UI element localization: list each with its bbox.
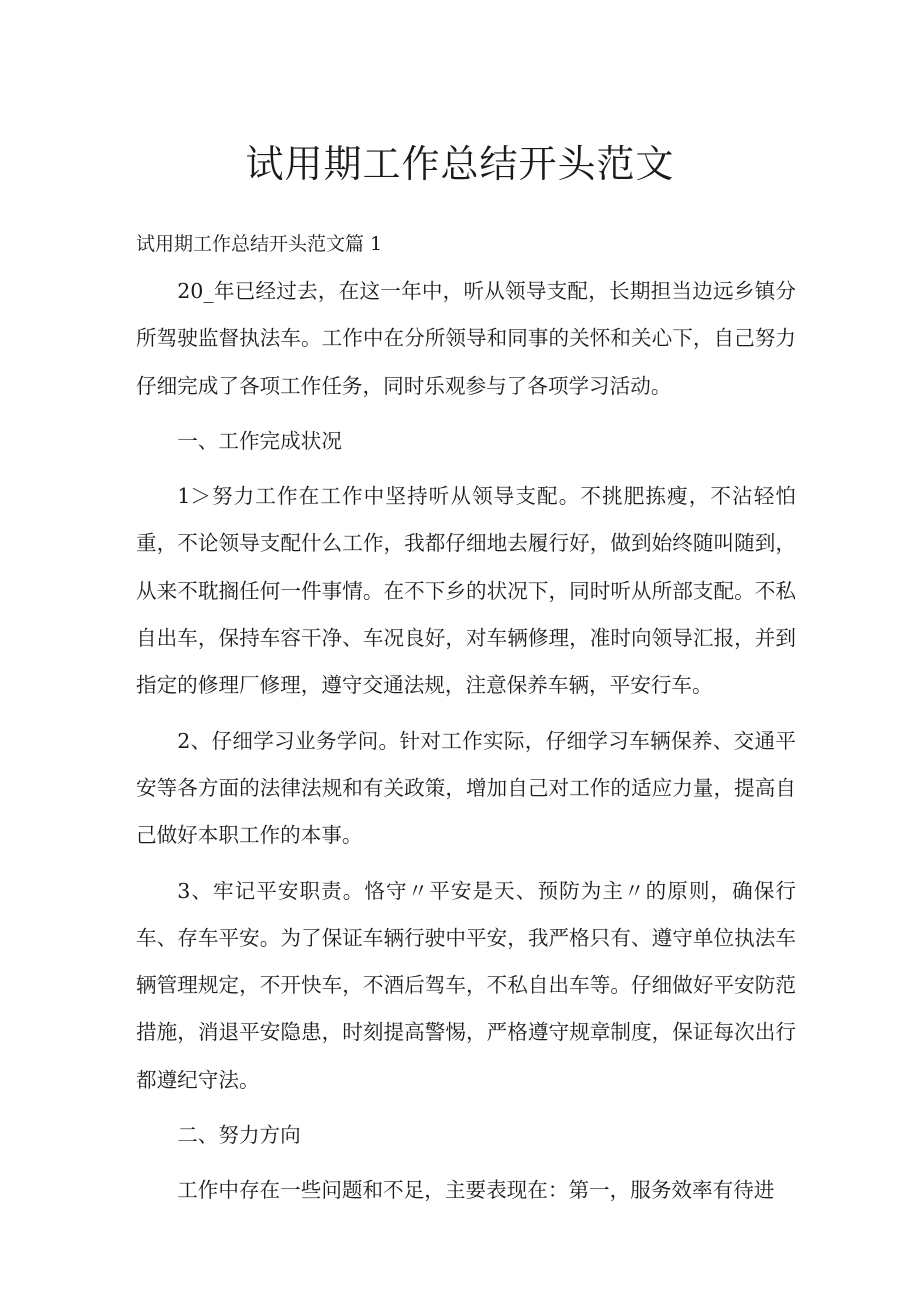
subheading-work-status: 一、工作完成状况	[177, 428, 342, 453]
paragraph-item-1: 1＞努力工作在工作中坚持听从领导支配。不挑肥拣瘦，不沾轻怕重，不论领导支配什么工作，我都仔细地去履行好，做到始终随叫随到，从来不耽搁任何一件事情。在不下乡的状况下，同时听从所部支配。不私自出车，保持车容干净、车况良好，对车辆修理，准时向领导汇报，并到指定的修理厂修理，遵守交通法规，注意保养车辆，平安行车。	[136, 484, 796, 698]
document-title: 试用期工作总结开头范文	[245, 142, 675, 186]
paragraph-issues: 工作中存在一些问题和不足，主要表现在：第一，服务效率有待进	[177, 1178, 775, 1203]
section-heading: 试用期工作总结开头范文篇 1	[136, 233, 383, 255]
paragraph-item-2: 2、仔细学习业务学问。针对工作实际，仔细学习车辆保养、交通平安等各方面的法律法规和有关政策，增加自己对工作的适应力量，提高自己做好本职工作的本事。	[136, 728, 796, 848]
subheading-direction: 二、努力方向	[177, 1123, 301, 1148]
document-body	[136, 268, 796, 1223]
paragraph-intro: 20_年已经过去，在这一年中，听从领导支配，长期担当边远乡镇分所驾驶监督执法车。工作中在分所领导和同事的关怀和关心下，自己努力仔细完成了各项工作任务，同时乐观参与了各项学习活动。	[136, 279, 796, 398]
paragraph-item-3: 3、牢记平安职责。恪守〃平安是天、预防为主〃的原则，确保行车、存车平安。为了保证车辆行驶中平安，我严格只有、遵守单位执法车辆管理规定，不开快车，不酒后驾车，不私自出车等。仔细做好平安防范措施，消退平安隐患，时刻提高警惕，严格遵守规章制度，保证每次出行都遵纪守法。	[136, 878, 796, 1092]
